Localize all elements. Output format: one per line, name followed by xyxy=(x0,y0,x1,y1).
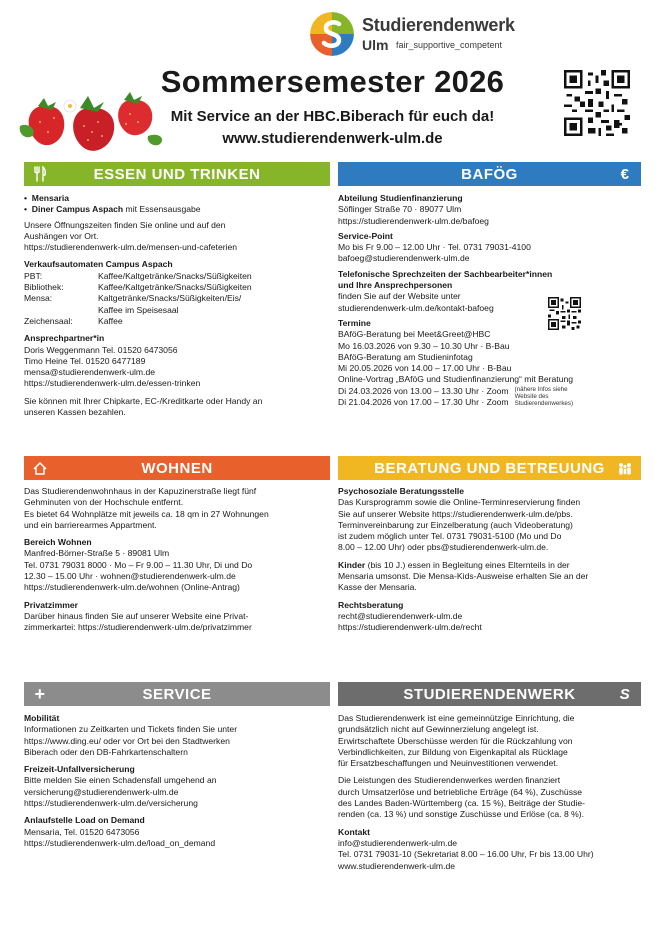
link[interactable]: www.studierendenwerk-ulm.de xyxy=(338,860,456,871)
text-line: des Landes Baden-Württemberg (ca. 15 %), Beiträge der Studie- xyxy=(338,798,585,809)
text-line: ist zudem möglich unter Tel. 0731 79031-5100 (Mo und Do xyxy=(338,531,562,542)
section-header-essen xyxy=(24,162,330,186)
link[interactable]: zimmerkartei: https://studierendenwerk-ulm.de/privatzimmer xyxy=(24,622,252,633)
text-line: Timo Heine Tel. 01520 6477189 xyxy=(24,355,146,366)
text-line: Die Leistungen des Studierendenwerkes werden finanziert xyxy=(338,775,561,786)
text-line: Gehminuten von der Hochschule entfernt. xyxy=(24,497,184,508)
list-item: • Diner Campus Aspach mit Essensausgabe xyxy=(24,204,330,215)
subheading: Psychosoziale Beratungsstelle xyxy=(338,486,465,496)
text-line: Kasse der Mensaria. xyxy=(338,582,417,593)
note: (nähere Infos siehe Website des Studierendenwerkes) xyxy=(514,385,574,407)
text-line: Biberach oder den DB-Fahrkartenschaltern xyxy=(24,746,188,757)
text-line: Es bietet 64 Wohnplätze mit jeweils ca. 18 qm in 27 Wohnungen xyxy=(24,508,269,519)
section-title: STUDIERENDENWERK xyxy=(403,685,576,703)
subheading: Bereich Wohnen xyxy=(24,537,92,548)
list-item: • Mensaria xyxy=(24,193,330,204)
text-line: BAföG-Beratung bei Meet&Greet@HBC xyxy=(338,329,491,340)
section-header-studierendenwerk xyxy=(338,682,641,706)
text-line: Manfred-Börner-Straße 5 · 89081 Ulm xyxy=(24,548,170,559)
text-line: 12.30 – 15.00 Uhr · wohnen@studierendenwerk-ulm.de xyxy=(24,571,236,582)
text-line: Online-Vortrag „BAföG und Studienfinanzierung“ mit Beratung xyxy=(338,374,574,385)
link[interactable]: https://studierendenwerk-ulm.de/mensen-und-cafeterien xyxy=(24,242,238,253)
page-url[interactable]: www.studierendenwerk-ulm.de xyxy=(222,130,443,147)
subheading: Abteilung Studienfinanzierung xyxy=(338,193,463,203)
subheading: und Ihre Ansprechpersonen xyxy=(338,280,453,291)
section-title: BAFÖG xyxy=(461,165,518,183)
logo xyxy=(310,12,520,58)
bafoeg-content xyxy=(338,193,641,408)
page-subtitle: Mit Service an der HBC.Biberach für euch da! xyxy=(170,108,495,125)
text-line: Di 24.03.2026 von 13.00 – 13.30 Uhr · Zoom xyxy=(338,385,509,396)
text-line: Sie auf unserer Website https://studierendenwerk-ulm.de/pbs. xyxy=(338,508,573,519)
subheading: Ansprechpartner*in xyxy=(24,333,105,344)
text-line: für Ersatzbeschaffungen und Neuinvestitionen verwendet. xyxy=(338,758,559,769)
wohnen-content xyxy=(24,486,330,634)
link[interactable]: https://studierendenwerk-ulm.de/bafoeg xyxy=(338,215,489,226)
subheading: Privatzimmer xyxy=(24,599,78,610)
text-line: Söflinger Straße 70 · 89077 Ulm xyxy=(338,204,462,215)
section-header-wohnen xyxy=(24,456,330,480)
text-line: Verbindlichkeiten, zur Bildung von Eigenkapital als Rücklage xyxy=(338,746,568,757)
text-line: Darüber hinaus finden Sie auf unserer Website eine Privat- xyxy=(24,610,249,621)
euro-icon: € xyxy=(620,165,630,183)
text-line: Mensaria umsonst. Die Mensa-Kids-Ausweise erhalten Sie an der xyxy=(338,571,589,582)
text-line: Tel. 0731 79031 8000 · Mo – Fr 9.00 – 11.30 Uhr, Di und Do xyxy=(24,559,253,570)
service-content xyxy=(24,713,330,849)
house-icon xyxy=(28,456,52,480)
studierendenwerk-content xyxy=(338,713,641,872)
text-line: BAföG-Beratung am Studieninfotag xyxy=(338,351,473,362)
subheading: Kontakt xyxy=(338,826,370,837)
text-line: https://www.ding.eu/ oder vor Ort bei den Stadtwerken xyxy=(24,735,230,746)
qr-code-icon[interactable] xyxy=(564,70,630,136)
text-line: Mo bis Fr 9.00 – 12.00 Uhr · Tel. 0731 79031-4100 xyxy=(338,242,531,253)
text-line: Das Kursprogramm sowie die Online-Terminreservierung finden xyxy=(338,497,581,508)
section-title: SERVICE xyxy=(142,685,212,703)
text-line: Tel. 0731 79031-10 (Sekretariat 8.00 – 16.00 Uhr, Fr bis 13.00 Uhr) xyxy=(338,849,594,860)
link[interactable]: https://studierendenwerk-ulm.de/wohnen (Online-Antrag) xyxy=(24,582,240,593)
subheading: Anlaufstelle Load on Demand xyxy=(24,815,145,826)
link[interactable]: https://studierendenwerk-ulm.de/versicherung xyxy=(24,798,198,809)
page-title: Sommersemester 2026 xyxy=(160,64,505,99)
link[interactable]: studierendenwerk-ulm.de/kontakt-bafoeg xyxy=(338,302,494,313)
text-line: Kinder (bis 10 J.) essen in Begleitung eines Elternteils in der xyxy=(338,559,570,570)
email-link[interactable]: bafoeg@studierendenwerk-ulm.de xyxy=(338,253,470,264)
s-logo-icon: S xyxy=(619,685,631,703)
people-icon xyxy=(613,456,637,480)
link[interactable]: https://studierendenwerk-ulm.de/essen-trinken xyxy=(24,378,201,389)
essen-content xyxy=(24,193,330,418)
email-link[interactable]: mensa@studierendenwerk-ulm.de xyxy=(24,367,156,378)
strawberries-image xyxy=(18,86,168,156)
subheading: Rechtsberatung xyxy=(338,599,404,610)
vending-table: PBT: Kaffee/Kaltgetränke/Snacks/Süßigkeiten Bibliothek: Kaffee/Kaltgetränke/Snacks/Süßigkeiten Mensa: Kaltgetränke/Snacks/Süßigkeiten/Eis/ Kaffee im Speisesaal Zeichensaal: Kaffee xyxy=(24,270,252,326)
subheading: Service-Point xyxy=(338,230,393,241)
email-link[interactable]: versicherung@studierendenwerk-ulm.de xyxy=(24,786,179,797)
logo-name: Studierendenwerk xyxy=(362,15,515,35)
subheading: Mobilität xyxy=(24,713,60,723)
plus-icon: + xyxy=(34,683,46,704)
text-line: Mi 20.05.2026 von 14.00 – 17.00 Uhr · B-Bau xyxy=(338,363,512,374)
section-header-bafoeg xyxy=(338,162,641,186)
text-line: Unsere Öffnungszeiten finden Sie online und auf den xyxy=(24,219,226,230)
beratung-content xyxy=(338,486,641,634)
subheading: Freizeit-Unfallversicherung xyxy=(24,764,135,775)
subheading: Verkaufsautomaten Campus Aspach xyxy=(24,259,173,270)
link[interactable]: https://studierendenwerk-ulm.de/load_on_demand xyxy=(24,837,216,848)
logo-s-icon xyxy=(310,12,354,56)
logo-tagline: fair_supportive_competent xyxy=(396,40,503,50)
section-header-beratung xyxy=(338,456,641,480)
text-line: Sie können mit Ihrer Chipkarte, EC-/Kreditkarte oder Handy an xyxy=(24,395,263,406)
section-title: BERATUNG UND BETREUUNG xyxy=(374,459,605,477)
email-link[interactable]: info@studierendenwerk-ulm.de xyxy=(338,837,458,848)
text-line: Doris Weggenmann Tel. 01520 6473056 xyxy=(24,344,178,355)
text-line: Mensaria, Tel. 01520 6473056 xyxy=(24,826,140,837)
text-line: grundsätzlich nicht auf Gewinnerzielung angelegt ist. xyxy=(338,724,539,735)
qr-code-icon[interactable] xyxy=(548,297,581,330)
text-line: durch Umsatzerlöse und betriebliche Erträge (64 %), Zuschüsse xyxy=(338,786,583,797)
section-header-service xyxy=(24,682,330,706)
section-title: ESSEN UND TRINKEN xyxy=(93,165,261,183)
text-line: 8.00 – 12.00 Uhr) oder pbs@studierendenwerk-ulm.de. xyxy=(338,542,549,553)
text-line: Bitte melden Sie einen Schadensfall umgehend an xyxy=(24,775,217,786)
subheading: Termine xyxy=(338,317,371,328)
section-title: WOHNEN xyxy=(141,459,213,477)
text-line: Terminvereinbarung zur Einzelberatung (auch Videoberatung) xyxy=(338,519,573,530)
text-line: Aushängen vor Ort. xyxy=(24,230,99,241)
text-line: finden Sie auf der Website unter xyxy=(338,291,461,302)
text-line: Das Studierendenwohnhaus in der Kapuzinerstraße liegt fünf xyxy=(24,486,257,496)
text-line: Erwirtschaftete Überschüsse werden für die Rückzahlung von xyxy=(338,735,573,746)
subheading: Telefonische Sprechzeiten der Sachbearbeiter*innen xyxy=(338,268,553,279)
text-line: renden (ca. 13 %) und sonstige Zuschüsse und Erlöse (ca. 8 %). xyxy=(338,809,585,820)
email-link[interactable]: recht@studierendenwerk-ulm.de xyxy=(338,610,463,621)
logo-city: Ulm xyxy=(362,37,389,53)
text-line: und ein barrierearmes Appartment. xyxy=(24,519,157,530)
text-line: unseren Kassen bezahlen. xyxy=(24,407,126,418)
link[interactable]: https://studierendenwerk-ulm.de/recht xyxy=(338,622,482,633)
text-line: Informationen zu Zeitkarten und Tickets finden Sie unter xyxy=(24,724,238,735)
text-line: Di 21.04.2026 von 17.00 – 17.30 Uhr · Zoom xyxy=(338,397,509,408)
text-line: Das Studierendenwerk ist eine gemeinnützige Einrichtung, die xyxy=(338,713,575,723)
fork-knife-icon xyxy=(28,162,52,186)
text-line: Mo 16.03.2026 von 9.30 – 10.30 Uhr · B-Bau xyxy=(338,340,510,351)
